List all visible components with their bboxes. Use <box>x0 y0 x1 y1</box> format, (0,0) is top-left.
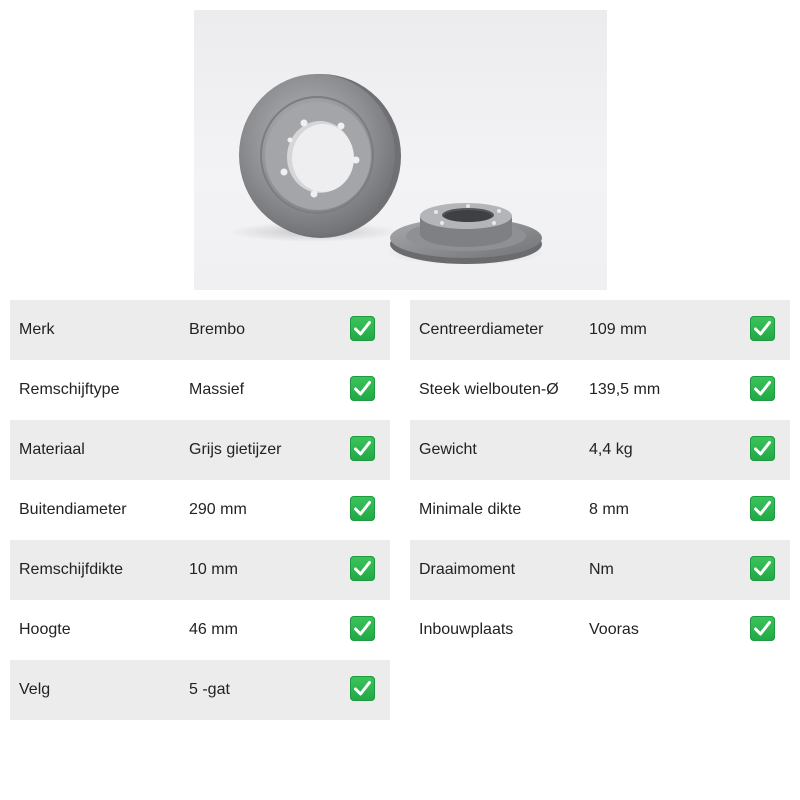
spec-value: Nm <box>589 561 614 578</box>
check-icon <box>350 616 375 641</box>
spec-row <box>410 540 790 600</box>
spec-value: Vooras <box>589 621 639 638</box>
spec-label: Hoogte <box>19 621 71 638</box>
spec-label: Merk <box>19 321 55 338</box>
check-icon <box>350 436 375 461</box>
spec-label: Steek wielbouten-Ø <box>419 381 559 398</box>
spec-value: 4,4 kg <box>589 441 633 458</box>
spec-label: Remschijfdikte <box>19 561 124 578</box>
spec-row <box>10 660 390 720</box>
spec-value: 5 -gat <box>189 681 230 698</box>
spec-value: 290 mm <box>189 501 247 518</box>
check-icon <box>750 496 775 521</box>
spec-row <box>410 300 790 360</box>
check-icon <box>350 376 375 401</box>
spec-label: Centreerdiameter <box>419 321 544 338</box>
spec-value: 46 mm <box>189 621 238 638</box>
spec-row <box>10 360 390 420</box>
spec-table-left <box>10 300 390 720</box>
spec-row <box>410 420 790 480</box>
product-image <box>194 10 607 290</box>
spec-value: Grijs gietijzer <box>189 441 282 458</box>
spec-label: Gewicht <box>419 441 477 458</box>
spec-value: 8 mm <box>589 501 629 518</box>
spec-label: Remschijftype <box>19 381 120 398</box>
check-icon <box>350 316 375 341</box>
spec-row <box>410 480 790 540</box>
spec-value: Brembo <box>189 321 246 338</box>
spec-label: Minimale dikte <box>419 501 522 518</box>
spec-value: 109 mm <box>589 321 647 338</box>
check-icon <box>750 556 775 581</box>
check-icon <box>350 676 375 701</box>
brake-disc-image <box>194 10 607 290</box>
spec-label: Inbouwplaats <box>419 621 514 638</box>
spec-row <box>410 600 790 660</box>
spec-value: 10 mm <box>189 561 238 578</box>
check-icon <box>350 496 375 521</box>
check-icon <box>750 376 775 401</box>
spec-label: Velg <box>19 681 51 698</box>
spec-value: Massief <box>189 381 245 398</box>
check-icon <box>750 316 775 341</box>
spec-row <box>410 360 790 420</box>
check-icon <box>350 556 375 581</box>
spec-row <box>10 480 390 540</box>
spec-label: Draaimoment <box>419 561 516 578</box>
spec-row <box>10 540 390 600</box>
spec-label: Materiaal <box>19 441 85 458</box>
check-icon <box>750 436 775 461</box>
check-icon <box>750 616 775 641</box>
spec-value: 139,5 mm <box>589 381 661 398</box>
spec-row <box>10 300 390 360</box>
spec-row <box>10 420 390 480</box>
spec-table-right <box>410 300 790 660</box>
spec-row <box>10 600 390 660</box>
spec-label: Buitendiameter <box>19 501 127 518</box>
